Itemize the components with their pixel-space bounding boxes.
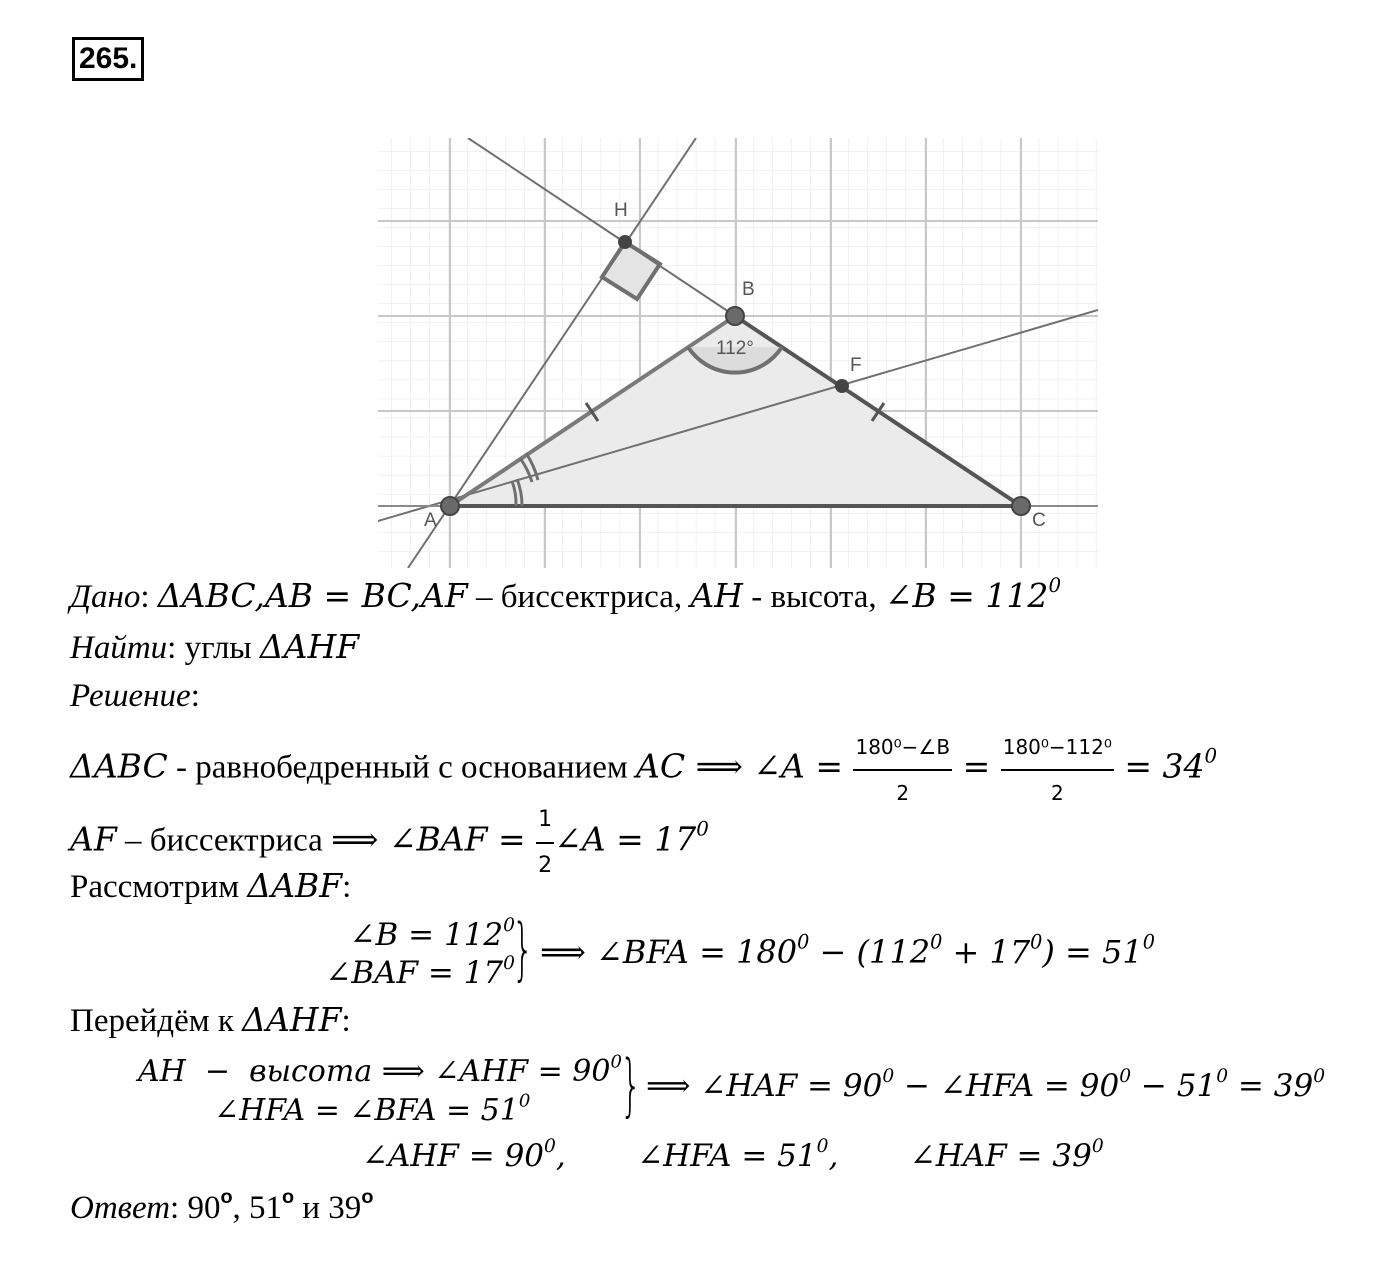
find-label: Найти	[70, 630, 168, 666]
label-b: B	[742, 279, 755, 300]
line2-sup: 0	[696, 817, 709, 841]
solution-label: Решение	[70, 678, 191, 714]
system-2-result-sup-a: 0	[882, 1066, 895, 1088]
given-text-1: – биссектриса,	[467, 579, 691, 615]
point-h	[618, 235, 632, 249]
answer-line	[70, 1188, 373, 1228]
answer-label: Ответ	[70, 1190, 171, 1226]
summary-item-1-sup: 0	[544, 1136, 556, 1158]
system-1-result-sup-b: 0	[930, 930, 943, 954]
line4-math: ΔAHF	[242, 1000, 342, 1039]
system-2-result	[646, 1066, 1325, 1106]
given-colon: :	[140, 579, 150, 615]
system-1-row-1-sup: 0	[503, 915, 515, 937]
system-2-result-b: − ∠HFA = 90	[894, 1068, 1120, 1104]
system-1-result-b: − (112	[809, 933, 931, 971]
system-2-row-1-text: − высота ⟹ ∠AHF = 90	[185, 1054, 611, 1089]
system-2-row-1-math: AH	[138, 1054, 186, 1089]
system-1-row-1	[300, 916, 515, 954]
answer-deg-2: o	[282, 1186, 295, 1209]
summary-line	[362, 1136, 1104, 1176]
line2-math-b: ⟹ ∠BAF =	[331, 819, 537, 859]
line2-text: – биссектриса	[116, 822, 332, 859]
point-f	[835, 379, 849, 393]
system-2-result-sup-d: 0	[1313, 1066, 1326, 1088]
answer-text-2: , 51	[232, 1190, 283, 1226]
system-2-row-1-sup: 0	[610, 1051, 622, 1073]
triangle-figure	[378, 138, 1098, 568]
point-b	[726, 307, 744, 325]
line1-text: - равнобедренный с основанием	[167, 749, 636, 786]
point-a	[441, 497, 459, 515]
system-2-result-sup-c: 0	[1216, 1066, 1229, 1088]
system-2-row-1	[138, 1052, 624, 1091]
system-2-brace: }	[620, 1046, 642, 1125]
system-1-result-sup-c: 0	[1030, 930, 1043, 954]
angle-label-b: 112°	[716, 338, 754, 359]
given-line	[70, 576, 1061, 617]
line3-colon: :	[342, 869, 352, 905]
system-2-left	[138, 1052, 624, 1130]
system-1-result-d: ) = 51	[1042, 933, 1143, 971]
line4-text: Перейдём к	[70, 1003, 243, 1039]
label-a: A	[424, 510, 437, 531]
answer-text-1: : 90	[170, 1190, 221, 1226]
label-f: F	[850, 355, 862, 376]
point-c	[1012, 497, 1030, 515]
solution-line-3	[70, 866, 351, 907]
given-sup: 0	[1048, 574, 1062, 598]
find-text: : углы	[167, 630, 260, 666]
answer-text-3: и 39	[294, 1190, 362, 1226]
summary-item-2-tail: ,	[828, 1138, 839, 1174]
line3-math: ΔABF	[247, 866, 343, 905]
label-h: H	[614, 200, 628, 221]
line4-colon: :	[341, 1003, 351, 1039]
fraction-1	[853, 727, 952, 813]
given-text-2: - высота,	[742, 579, 885, 615]
find-math: ΔAHF	[259, 627, 360, 666]
line1-math-b: AC ⟹ ∠A =	[636, 746, 854, 786]
fraction-1-numerator: 180⁰−∠B	[853, 727, 952, 771]
system-2-result-sup-b: 0	[1119, 1066, 1132, 1088]
solution-heading	[70, 676, 200, 716]
system-1-result	[540, 932, 1155, 972]
given-math-1: ΔABC,AB = BC,AF	[157, 576, 468, 615]
fraction-half	[536, 800, 554, 886]
summary-item-3-sup: 0	[1091, 1136, 1104, 1158]
system-2-result-a: ⟹ ∠HAF = 90	[646, 1068, 883, 1104]
line1-sup: 0	[1204, 744, 1218, 768]
answer-deg-1: o	[220, 1186, 233, 1209]
system-1-result-a: ⟹ ∠BFA = 180	[540, 933, 798, 971]
system-1-left	[300, 916, 515, 992]
summary-item-1-tail: ,	[555, 1138, 566, 1174]
line2-math-c: ∠A = 17	[554, 819, 697, 859]
system-1-brace: }	[512, 910, 534, 989]
line1-eq: =	[952, 746, 1001, 786]
solution-colon: :	[190, 678, 200, 714]
system-1-row-2-text: ∠BAF = 17	[325, 955, 504, 991]
fraction-2	[1001, 727, 1114, 813]
system-2-row-2-sup: 0	[518, 1090, 531, 1112]
summary-item-2-sup: 0	[816, 1136, 829, 1158]
summary-item-3: ∠HAF = 39	[909, 1138, 1092, 1174]
line1-math-a: ΔABC	[70, 746, 168, 786]
line2-math-a: AF	[70, 819, 117, 859]
given-math-2: AH	[690, 576, 743, 615]
line3-text: Рассмотрим	[70, 869, 248, 905]
given-label: Дано	[70, 579, 141, 615]
system-1-result-sup-a: 0	[797, 930, 810, 954]
system-2-row-2-text: ∠HFA = ∠BFA = 51	[214, 1093, 519, 1128]
fraction-1-denominator: 2	[896, 781, 910, 805]
system-2-row-2	[138, 1091, 624, 1130]
problem-number: 265.	[72, 37, 144, 81]
system-2-result-d: = 39	[1228, 1068, 1314, 1104]
line1-result: = 34	[1113, 746, 1205, 786]
label-c: C	[1032, 510, 1046, 531]
fraction-half-numerator: 1	[536, 800, 554, 844]
solution-line-4	[70, 1000, 351, 1041]
system-1-row-1-text: ∠B = 112	[349, 917, 504, 953]
summary-item-2: ∠HFA = 51	[637, 1138, 817, 1174]
given-math-3: ∠B = 112	[884, 576, 1049, 615]
system-1-result-sup-d: 0	[1142, 930, 1155, 954]
summary-item-1: ∠AHF = 90	[362, 1138, 545, 1174]
answer-deg-3: o	[361, 1186, 374, 1209]
fraction-2-numerator: 180⁰−112⁰	[1001, 727, 1114, 771]
system-1-row-2	[300, 954, 515, 992]
system-1-row-2-sup: 0	[503, 953, 515, 975]
fraction-half-denominator: 2	[538, 853, 553, 878]
system-1-result-c: + 17	[942, 933, 1031, 971]
system-2-result-c: − 51	[1131, 1068, 1217, 1104]
fraction-2-denominator: 2	[1050, 781, 1064, 805]
find-line	[70, 627, 359, 668]
